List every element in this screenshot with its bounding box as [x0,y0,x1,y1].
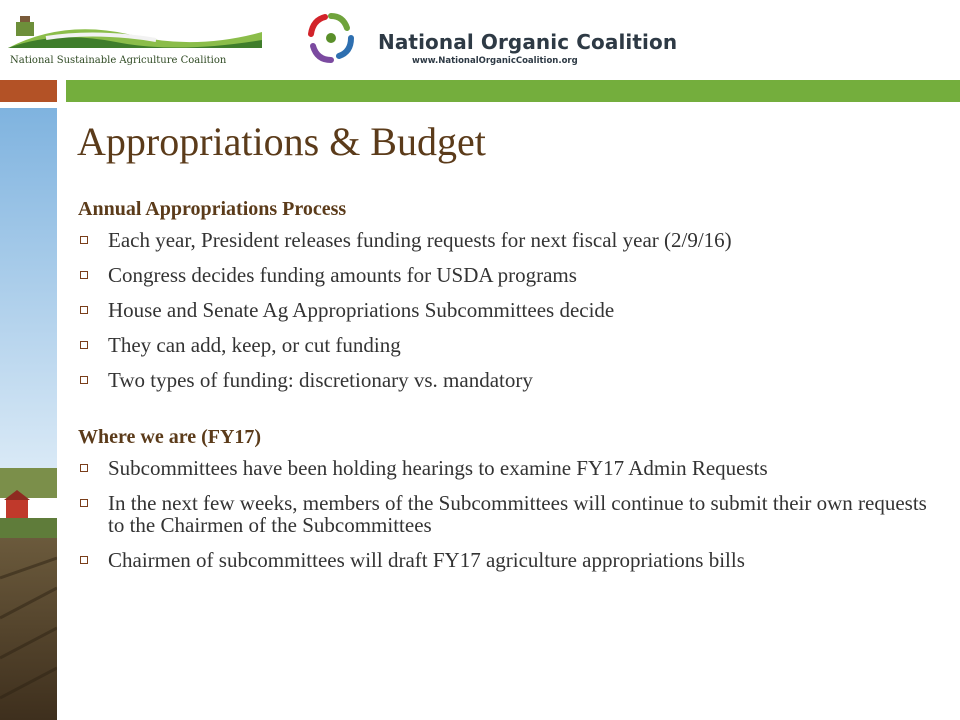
bullet-text: Congress decides funding amounts for USDA programs [108,263,577,287]
nsac-logo [6,8,264,68]
square-bullet-icon [80,464,88,472]
section-heading-fy17: Where we are (FY17) [78,426,262,448]
list-item [78,299,938,321]
square-bullet-icon [80,499,88,507]
list-item [78,334,938,356]
noc-name: National Organic Coalition [378,30,678,54]
list-item [78,369,938,391]
section-heading-process: Annual Appropriations Process [78,198,347,220]
square-bullet-icon [80,306,88,314]
list-item [78,492,938,536]
square-bullet-icon [80,271,88,279]
noc-url: www.NationalOrganicCoalition.org [412,56,578,66]
bullet-text: Chairmen of subcommittees will draft FY17 agriculture appropriations bills [108,548,745,572]
nsac-logo-text: National Sustainable Agriculture Coalition [10,55,227,66]
bullet-text: House and Senate Ag Appropriations Subcommittees decide [108,298,615,322]
header [0,0,960,76]
square-bullet-icon [80,556,88,564]
square-bullet-icon [80,236,88,244]
list-item [78,229,938,251]
list-item [78,549,938,571]
square-bullet-icon [80,341,88,349]
bullet-list-fy17 [78,457,938,571]
bullet-text: Each year, President releases funding requests for next fiscal year (2/9/16) [108,228,732,252]
list-item [78,457,938,479]
bullet-text: In the next few weeks, members of the Subcommittees will continue to submit their own requests to the Chairmen of the Subcommittees [108,491,927,537]
bullet-text: They can add, keep, or cut funding [108,333,401,357]
noc-logo-icon [302,8,360,68]
bullet-text: Subcommittees have been holding hearings to examine FY17 Admin Requests [108,456,768,480]
bullet-list-process [78,229,938,391]
accent-bar-green [66,80,960,102]
slide-content [78,198,938,584]
list-item [78,264,938,286]
bullet-text: Two types of funding: discretionary vs. mandatory [108,368,533,392]
square-bullet-icon [80,376,88,384]
accent-bar-brown [0,80,57,102]
farm-photo-strip [0,108,57,720]
slide-title: Appropriations & Budget [77,119,486,164]
